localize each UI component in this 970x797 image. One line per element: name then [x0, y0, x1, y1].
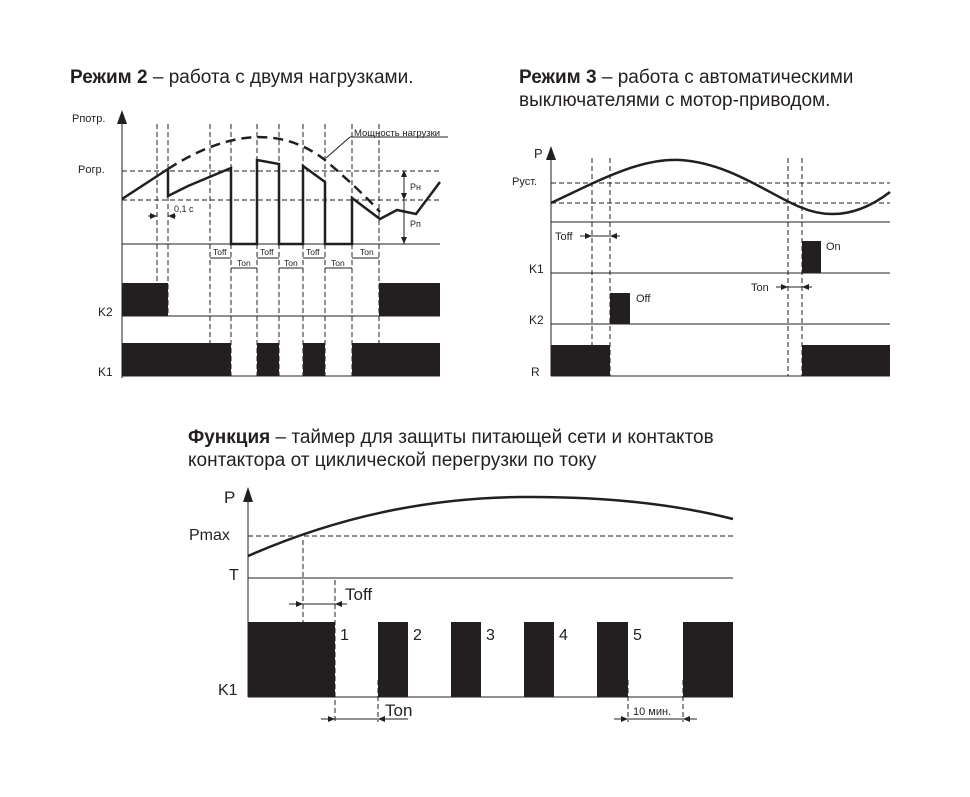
mode3-on-label: On	[826, 241, 841, 253]
svg-text:Ton: Ton	[360, 247, 374, 257]
function-pulse-number: 5	[633, 627, 642, 644]
mode2-k1-pulse	[257, 343, 279, 376]
function-pmax-label: Pmax	[189, 527, 230, 544]
mode2-y-label: Pпотр.	[72, 113, 106, 125]
mode2-pn-label: Pн	[410, 182, 421, 192]
mode2-k1-label: K1	[98, 365, 113, 379]
function-k1-pulse	[524, 622, 554, 697]
function-heading-bold: Функция	[188, 427, 271, 448]
function-heading-rest: – таймер для защиты питающей сети и контактов	[270, 427, 714, 448]
mode3-r-pulse	[802, 345, 890, 376]
mode3-r-pulse	[551, 345, 610, 376]
function-k1-pulse	[451, 622, 481, 697]
mode2-k1-pulse	[352, 343, 440, 376]
function-t-label: T	[229, 567, 239, 584]
svg-text:Toff: Toff	[260, 247, 274, 257]
mode3-y-axis-arrow	[546, 146, 556, 160]
mode3-k2-label: K2	[529, 313, 544, 327]
function-y-label: P	[224, 488, 236, 507]
mode3-setpoint-label: Pуст.	[512, 176, 538, 188]
mode2-pp-label: Pп	[410, 219, 421, 229]
function-interval-label: 10 мин.	[633, 706, 672, 718]
mode3-vertical-guides	[592, 158, 802, 376]
svg-text:Ton: Ton	[331, 258, 345, 268]
function-ton-label: Ton	[385, 701, 413, 720]
mode2-k1-pulse	[303, 343, 325, 376]
mode3-heading-rest: – работа с автоматическими	[596, 67, 854, 88]
mode2-delay-label: 0,1 с	[174, 204, 194, 214]
mode3-ton-label: Ton	[751, 282, 769, 294]
mode3-diagram	[512, 146, 890, 379]
function-pulse-number: 2	[413, 627, 422, 644]
mode3-off-label: Off	[636, 293, 651, 305]
function-pulse-number: 1	[340, 627, 349, 644]
function-k1-pulse	[597, 622, 628, 697]
svg-text:Toff: Toff	[306, 247, 320, 257]
mode2-k2-pulse	[379, 283, 440, 316]
function-k1-pulse	[683, 622, 733, 697]
mode3-heading-bold: Режим 3	[519, 67, 597, 88]
mode3-k1-on-pulse	[802, 241, 821, 273]
function-diagram	[189, 487, 733, 722]
mode2-load-power-label: Мощность нагрузки	[354, 128, 441, 139]
mode3-heading-line2: выключателями с мотор-приводом.	[519, 90, 831, 111]
mode2-y-axis-arrow	[117, 110, 127, 124]
function-heading-line2: контактора от циклической перегрузки по току	[188, 450, 597, 471]
function-pulse-number: 3	[486, 627, 495, 644]
function-power-curve	[248, 497, 733, 556]
mode2-load-power-curve	[168, 137, 380, 212]
mode2-heading-rest: – работа с двумя нагрузками.	[147, 67, 414, 88]
function-toff-label: Toff	[345, 585, 373, 604]
mode3-k2-off-pulse	[610, 293, 630, 324]
mode2-toff-ton-marks	[210, 247, 379, 268]
function-k1-pulse	[378, 622, 408, 697]
svg-text:Ton: Ton	[237, 258, 251, 268]
mode3-k1-label: K1	[529, 262, 544, 276]
mode3-toff-label: Toff	[555, 231, 573, 243]
mode3-y-label: P	[534, 146, 543, 161]
function-k1-pulse	[248, 622, 335, 697]
mode2-k1-pulse	[122, 343, 231, 376]
mode2-k2-pulse	[122, 283, 168, 316]
function-y-axis-arrow	[243, 487, 253, 502]
mode2-k2-label: K2	[98, 305, 113, 319]
mode3-r-label: R	[531, 365, 540, 379]
mode3-power-curve	[551, 160, 890, 214]
mode2-threshold-label: Pогр.	[78, 164, 105, 176]
function-k1-label: K1	[218, 682, 238, 699]
svg-text:Ton: Ton	[284, 258, 298, 268]
mode2-consumption-curve	[122, 160, 440, 244]
mode2-diagram	[72, 110, 448, 379]
function-pulse-number: 4	[559, 627, 568, 644]
mode2-heading-bold: Режим 2	[70, 67, 148, 88]
svg-text:Toff: Toff	[213, 247, 227, 257]
